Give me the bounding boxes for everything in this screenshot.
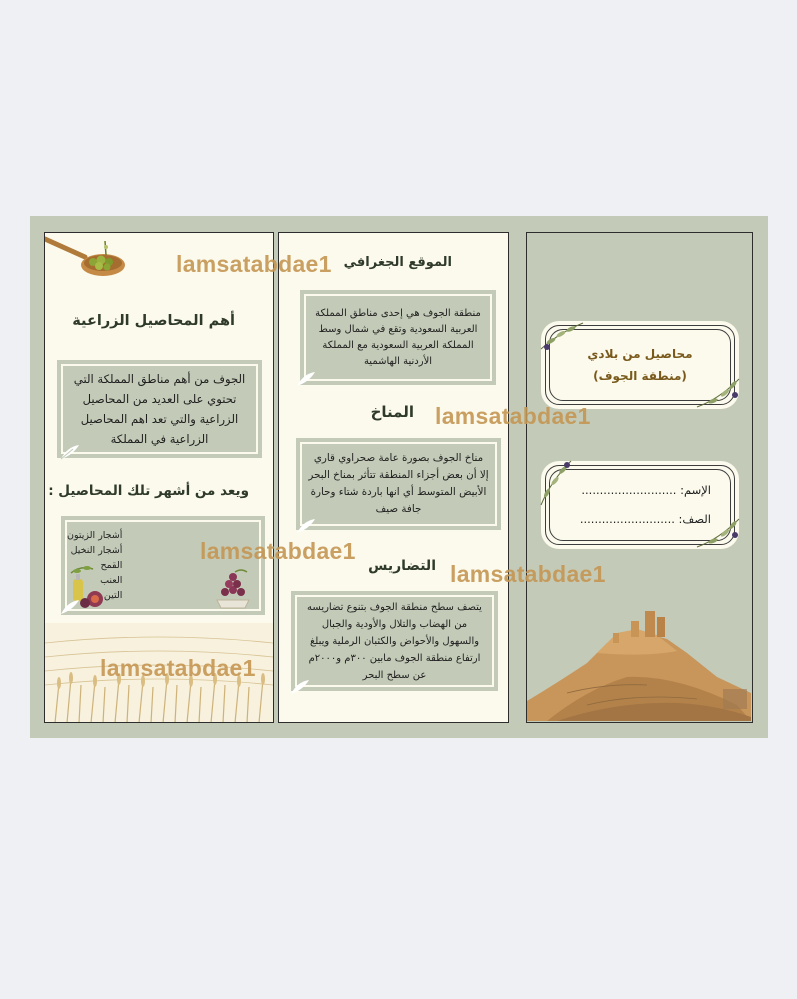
watermark: lamsatabdae1: [176, 251, 332, 277]
leaf-icon: [295, 517, 317, 535]
olive-branch-icon: [695, 371, 741, 411]
terrain-heading: التضاريس: [368, 558, 436, 574]
intro-box: [57, 360, 262, 458]
watermark: lamsatabdae1: [100, 655, 256, 681]
intro-text: الجوف من أهم مناطق المملكة التي تحتوي على العديد من المحاصيل الزراعية والتي تعد اهم المحاصيل الزراعية في المملكة: [73, 372, 246, 446]
crops-panel: [44, 232, 274, 723]
leaf-icon: [59, 443, 81, 461]
crop-item: التين: [103, 590, 123, 601]
crop-item: أشجار الزيتون: [67, 530, 123, 541]
leaf-icon: [289, 678, 311, 696]
watermark: lamsatabdae1: [435, 403, 591, 429]
watermark: lamsatabdae1: [450, 561, 606, 587]
famous-crops-heading: ويعد من أشهر تلك المحاصيل :: [48, 483, 249, 499]
crop-item: العنب: [100, 575, 123, 586]
location-heading: الموقع الجغرافي: [343, 255, 452, 270]
crops-title: أهم المحاصيل الزراعية: [72, 313, 235, 329]
brochure: [30, 216, 768, 738]
location-text: منطقة الجوف هي إحدى مناطق المملكة العربية السعودية وتقع في شمال وسط المملكة العربية السعودية مع المملكة الأردنية الهاشمية: [315, 307, 481, 367]
terrain-text: يتصف سطح منطقة الجوف بتنوع تضاريسه من الهضاب والتلال والأودية والجبال والسهول والأحواض والكثبان الرملية ويبلغ ارتفاع منطقة الجوف مابين ٣٠٠م و٢٠٠٠م عن سطح البحر: [307, 601, 482, 681]
terrain-box: [291, 591, 498, 691]
olive-branch-icon: [537, 457, 577, 507]
crop-item: أشجار النخيل: [70, 545, 123, 556]
grapes-illustration: [211, 568, 255, 610]
olive-branch-icon: [695, 511, 741, 551]
student-info-card: [541, 461, 739, 549]
castle-hill-photo: [527, 593, 751, 721]
class-field[interactable]: الصف: ..........................: [579, 512, 711, 526]
olive-spoon-illustration: [45, 233, 135, 283]
leaf-icon: [295, 370, 317, 388]
cover-title-line1: محاصيل من بلادي: [587, 347, 693, 361]
leaf-icon: [59, 598, 81, 616]
location-box: [300, 290, 496, 385]
title-card: [541, 321, 739, 409]
cover-panel: [526, 232, 753, 723]
climate-heading: المناخ: [370, 403, 414, 421]
climate-text: مناخ الجوف بصورة عامة صحراوي قاري إلا أن بعض أجزاء المنطقة تتأثر بمناخ البحر الأبيض المتوسط أي انها باردة شتاء وحارة جافة صيف: [308, 452, 489, 515]
crop-item: القمح: [100, 560, 123, 571]
olive-branch-icon: [539, 319, 585, 359]
climate-box: [296, 438, 501, 530]
cover-title-line2: (منطقة الجوف): [593, 369, 687, 383]
info-panel: [278, 232, 509, 723]
watermark: lamsatabdae1: [200, 538, 356, 564]
name-field[interactable]: الإسم: ..........................: [581, 483, 711, 497]
